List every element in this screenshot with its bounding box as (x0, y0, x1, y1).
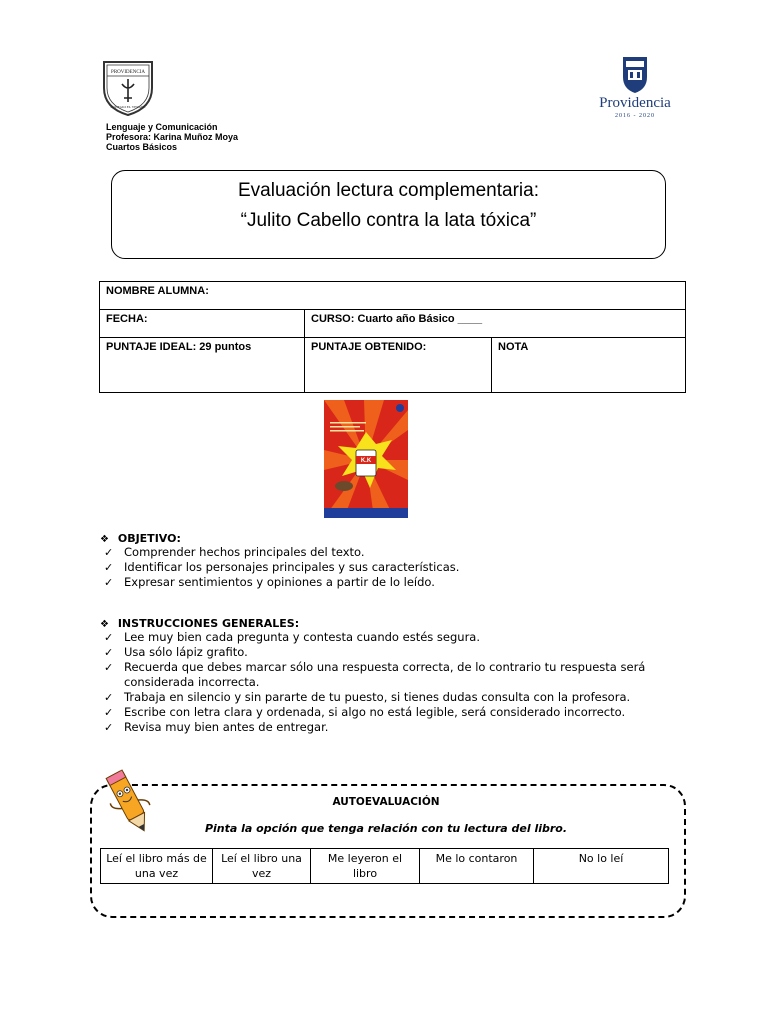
option-told-to-me[interactable]: Me lo contaron (420, 849, 534, 884)
self-evaluation-subtitle: Pinta la opción que tenga relación con tu lectura del libro. (204, 822, 568, 835)
municipality-logo (590, 55, 680, 125)
grade-label: Cuartos Básicos (106, 142, 178, 152)
instruction-item: ✓ Recuerda que debes marcar sólo una respuesta correcta, de lo contrario tu respuesta será considerada incorrecta. (104, 660, 646, 689)
check-icon: ✓ (104, 576, 114, 589)
instruction-item: ✓ Trabaja en silencio y sin pararte de tu puesto, si tienes dudas consulta con la profesora. (104, 690, 631, 704)
municipality-years: 2016 - 2020 (615, 113, 655, 119)
title-box (111, 170, 666, 259)
self-evaluation-title: AUTOEVALUACIÓN (332, 796, 440, 808)
self-evaluation-options (100, 848, 669, 884)
grade-field[interactable]: NOTA (492, 338, 686, 393)
svg-text:COLEGIO EL VERGEL: COLEGIO EL VERGEL (110, 105, 146, 109)
check-icon: ✓ (104, 706, 114, 719)
teacher-label: Profesora: Karina Muñoz Moya (106, 132, 239, 142)
date-field[interactable]: FECHA: (100, 310, 305, 338)
option-read-to-me[interactable]: Me leyeron el libro (311, 849, 420, 884)
instruction-item: ✓ Usa sólo lápiz grafito. (104, 645, 248, 659)
option-read-once[interactable]: Leí el libro una vez (213, 849, 311, 884)
header-info (106, 122, 238, 152)
instruction-item: ✓ Revisa muy bien antes de entregar. (104, 720, 329, 734)
check-icon: ✓ (104, 721, 114, 734)
student-info-table (99, 281, 686, 393)
objective-item: ✓ Identificar los personajes principales y sus características. (104, 560, 460, 574)
evaluation-title: Evaluación lectura complementaria: (238, 180, 539, 201)
check-icon: ✓ (104, 631, 114, 644)
objective-item: ✓ Expresar sentimientos y opiniones a partir de lo leído. (104, 575, 435, 589)
option-not-read[interactable]: No lo leí (534, 849, 669, 884)
obtained-score-field[interactable]: PUNTAJE OBTENIDO: (305, 338, 492, 393)
book-cover-image (324, 400, 408, 518)
diamond-bullet-icon: ❖ (100, 534, 109, 545)
ideal-score-cell: PUNTAJE IDEAL: 29 puntos (100, 338, 305, 393)
check-icon: ✓ (104, 661, 114, 674)
check-icon: ✓ (104, 646, 114, 659)
objective-title: OBJETIVO: (117, 532, 181, 545)
school-crest-logo (100, 58, 156, 118)
svg-text:PROVIDENCIA: PROVIDENCIA (111, 70, 145, 75)
course-field[interactable]: CURSO: Cuarto año Básico ____ (305, 310, 686, 338)
check-icon: ✓ (104, 561, 114, 574)
student-name-field[interactable]: NOMBRE ALUMNA: (100, 282, 686, 310)
municipality-name: Providencia (599, 95, 671, 111)
instruction-item: ✓ Escribe con letra clara y ordenada, si algo no está legible, será considerado incorrecto. (104, 705, 626, 719)
check-icon: ✓ (104, 546, 114, 559)
instructions-title: INSTRUCCIONES GENERALES: (117, 617, 300, 630)
instructions-section (100, 617, 670, 735)
svg-text:K.K: K.K (360, 458, 372, 464)
check-icon: ✓ (104, 691, 114, 704)
option-read-more-than-once[interactable]: Leí el libro más de una vez (101, 849, 213, 884)
diamond-bullet-icon: ❖ (100, 619, 109, 630)
subject-label: Lenguaje y Comunicación (106, 122, 218, 132)
book-title: “Julito Cabello contra la lata tóxica” (240, 210, 537, 231)
instruction-item: ✓ Lee muy bien cada pregunta y contesta cuando estés segura. (104, 630, 481, 644)
objective-section (100, 532, 459, 590)
objective-item: ✓ Comprender hechos principales del texto. (104, 545, 365, 559)
